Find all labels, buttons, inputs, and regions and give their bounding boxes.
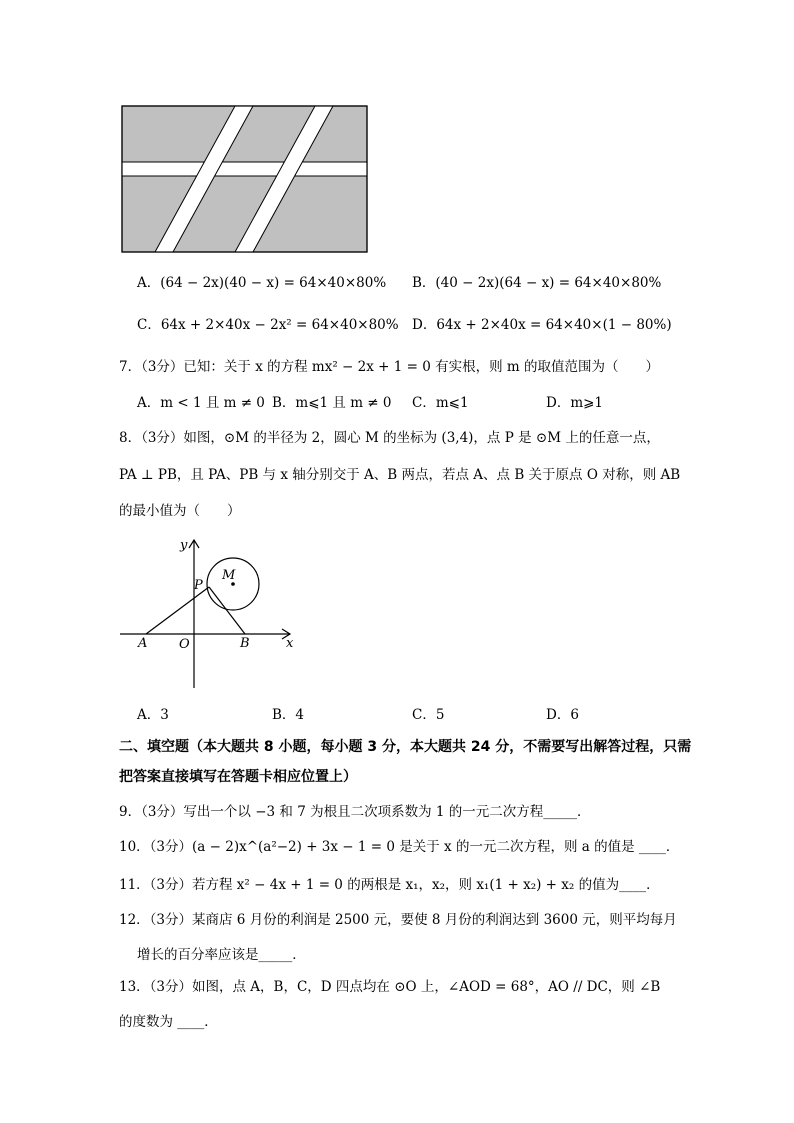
q11-stem: 11．（3分）若方程 x² − 4x + 1 = 0 的两根是 x₁，x₂，则 x₁(1 + x₂) + x₂ 的值为____． (119, 877, 660, 893)
q13-stem-line1: 13．（3分）如图，点 A，B，C，D 四点均在 ⊙O 上，∠AOD = 68°，AO // DC，则 ∠B (119, 979, 661, 995)
label-a: A (138, 636, 148, 651)
field-road-figure (120, 104, 370, 254)
q8-option-d: D．6 (546, 707, 579, 723)
label-y: y (180, 538, 188, 553)
q6-option-c: C．64x + 2×40x − 2x² = 64×40×80% (137, 317, 399, 333)
label-p: P (194, 578, 203, 593)
q7-option-c: C．m⩽1 (412, 395, 469, 411)
q10-stem: 10．（3分）(a − 2)x^(a²−2) + 3x − 1 = 0 是关于 x 的一元二次方程，则 a 的值是 ____． (119, 839, 680, 855)
q13-stem-line2: 的度数为 ____． (119, 1014, 218, 1030)
label-x: x (286, 636, 294, 651)
circle-coordinate-figure (118, 534, 308, 694)
q7-stem: 7．（3分）已知：关于 x 的方程 mx² − 2x + 1 = 0 有实根，则 m 的取值范围为（ ） (119, 359, 659, 375)
q7-option-b: B．m⩽1 且 m ≠ 0 (272, 395, 392, 411)
segment-pa (146, 587, 209, 634)
section2-header-line1: 二、填空题（本大题共 8 小题，每小题 3 分，本大题共 24 分，不需要写出解答过程，只需 (119, 739, 692, 755)
q6-option-a: A．(64 − 2x)(40 − x) = 64×40×80% (137, 275, 387, 291)
horizontal-road (122, 162, 367, 176)
label-m: M (222, 568, 236, 583)
q6-option-d: D．64x + 2×40x = 64×40×(1 − 80%) (412, 317, 672, 333)
q8-stem-line1: 8．（3分）如图，⊙M 的半径为 2，圆心 M 的坐标为 (3,4)，点 P 是 ⊙M 上的任意一点， (119, 430, 660, 446)
q12-stem-line1: 12．（3分）某商店 6 月份的利润是 2500 元，要使 8 月份的利润达到 3600 元，则平均每月 (119, 912, 677, 928)
q9-stem: 9．（3分）写出一个以 −3 和 7 为根且二次项系数为 1 的一元二次方程_____． (119, 804, 591, 820)
label-o: O (179, 637, 190, 652)
q7-option-d: D．m⩾1 (546, 395, 604, 411)
label-b: B (240, 636, 250, 651)
q7-option-a: A．m < 1 且 m ≠ 0 (137, 395, 265, 411)
segment-pb (209, 587, 245, 634)
q8-option-c: C．5 (412, 707, 445, 723)
q8-stem-line3: 的最小值为（ ） (119, 503, 241, 519)
q8-option-b: B．4 (272, 707, 305, 723)
q8-option-a: A．3 (137, 707, 169, 723)
section2-header-line2: 把答案直接填写在答题卡相应位置上） (119, 769, 357, 785)
q12-stem-line2: 增长的百分率应该是_____． (137, 947, 306, 963)
field-rect (122, 106, 367, 252)
q6-option-b: B．(40 − 2x)(64 − x) = 64×40×80% (412, 275, 662, 291)
q8-stem-line2: PA ⊥ PB，且 PA、PB 与 x 轴分别交于 A、B 两点，若点 A、点 B 关于原点 O 对称，则 AB (119, 467, 681, 483)
